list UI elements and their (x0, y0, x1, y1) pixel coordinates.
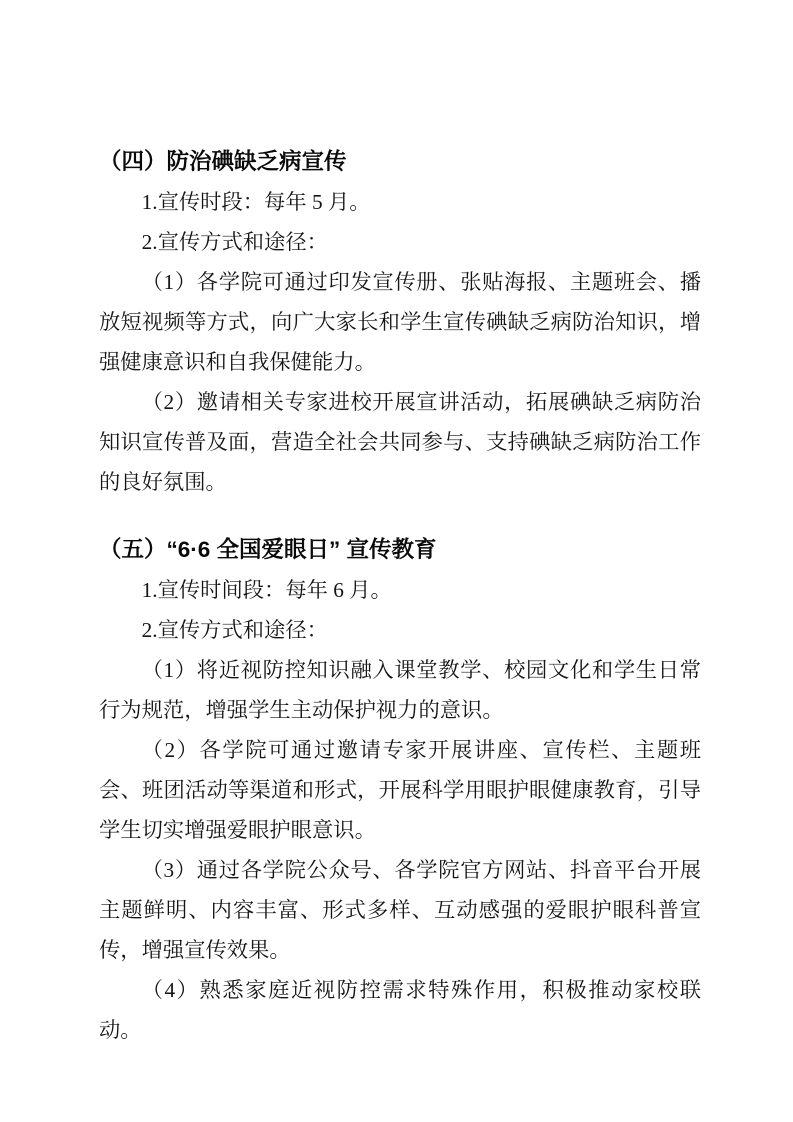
section-heading: （五）“6·6 全国爱眼日” 宣传教育 (99, 537, 437, 562)
paragraph-methods-label: 2.宣传方式和途径： (141, 230, 328, 254)
section-national-eye-care-day (99, 530, 701, 1050)
paragraph-method-2: （2）邀请相关专家进校开展宣讲活动，拓展碘缺乏病防治知识宣传普及面，营造全社会共同参与、支持碘缺乏病防治工作的良好氛围。 (99, 390, 701, 494)
paragraph-methods-label: 2.宣传方式和途径： (141, 618, 328, 642)
section-iodine-deficiency-propaganda (99, 142, 701, 502)
paragraph-method-2: （2）各学院可通过邀请专家开展讲座、宣传栏、主题班会、班团活动等渠道和形式，开展科学用眼护眼健康教育，引导学生切实增强爱眼护眼意识。 (99, 738, 701, 842)
paragraph-method-1: （1）将近视防控知识融入课堂教学、校园文化和学生日常行为规范，增强学生主动保护视力的意识。 (99, 658, 701, 722)
paragraph-time-period: 1.宣传时间段：每年 6 月。 (141, 578, 392, 602)
page-content (99, 142, 701, 1050)
section-heading: （四）防治碘缺乏病宣传 (99, 149, 347, 174)
paragraph-method-3: （3）通过各学院公众号、各学院官方网站、抖音平台开展主题鲜明、内容丰富、形式多样、互动感强的爱眼护眼科普宣传，增强宣传效果。 (99, 858, 701, 962)
paragraph-method-1: （1）各学院可通过印发宣传册、张贴海报、主题班会、播放短视频等方式，向广大家长和学生宣传碘缺乏病防治知识，增强健康意识和自我保健能力。 (99, 270, 701, 374)
paragraph-method-4: （4）熟悉家庭近视防控需求特殊作用，积极推动家校联动。 (99, 978, 701, 1042)
paragraph-time-period: 1.宣传时段：每年 5 月。 (141, 190, 371, 214)
